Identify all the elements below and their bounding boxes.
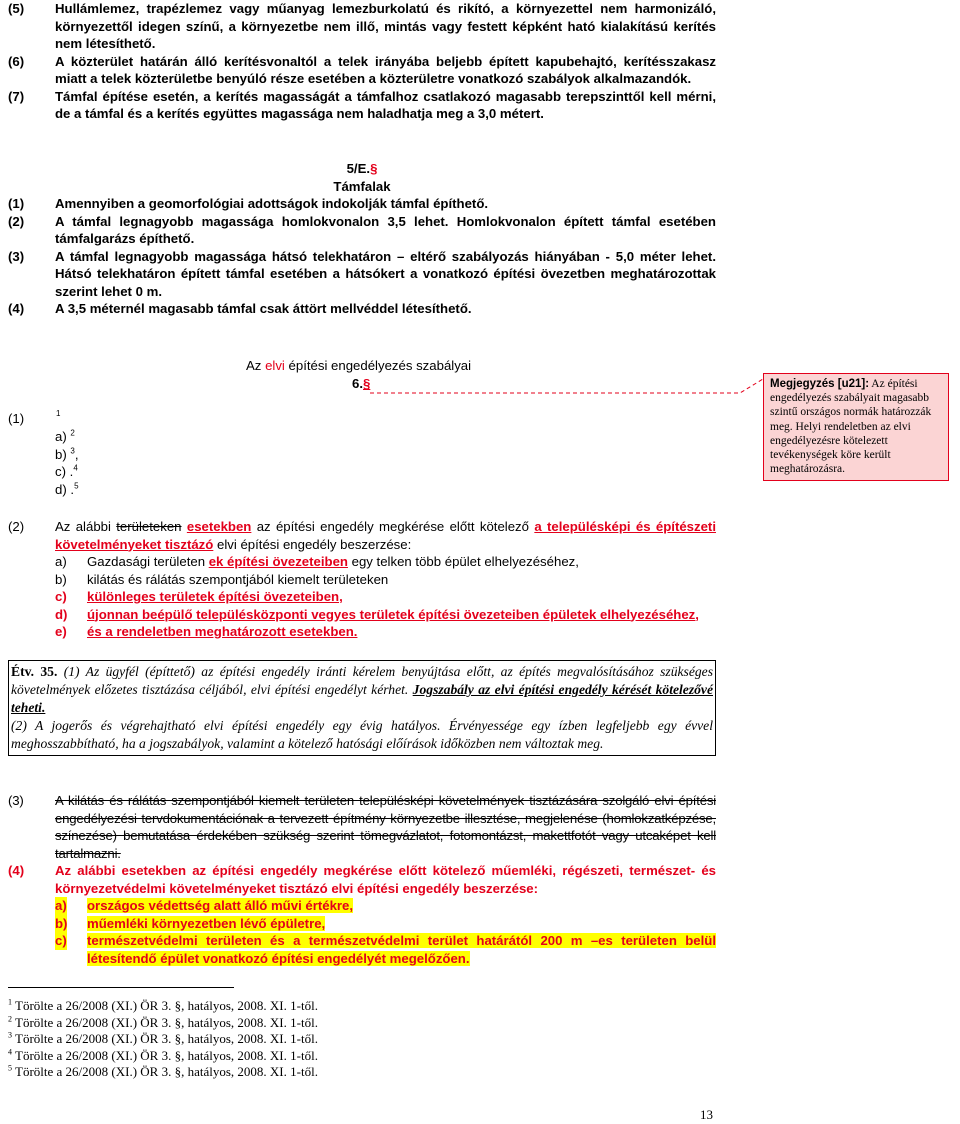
elvi-section-number: 6.§ <box>352 376 371 391</box>
item-text: egy telken több épület elhelyezéséhez, <box>347 554 579 569</box>
item-letter: c) <box>55 464 66 479</box>
footnote-ref[interactable]: 4 <box>73 463 78 473</box>
elvi-title: Az elvi építési engedélyezés szabályai <box>246 358 472 373</box>
item-letter: a) <box>55 898 67 913</box>
section-title: Támfalak <box>333 178 391 194</box>
item-letter: b) <box>55 571 67 587</box>
paragraph-number: (6) <box>8 53 25 69</box>
footnote <box>8 1015 318 1032</box>
deleted-item <box>55 446 175 464</box>
item-dot: . <box>69 464 74 479</box>
footnote-number: 1 <box>8 997 12 1007</box>
paragraph-6 <box>8 53 716 88</box>
footnote-text: Törölte a 26/2008 (XI.) ÖR 3. §, hatályos, 2008. XI. 1-től. <box>12 1031 318 1046</box>
deleted-text: A kilátás és rálátás szempontjából kiemelt területen településképi követelmények tisztázására szolgáló elvi építési engedélyezési tervdokumentációnak a tervezett építmény környezetbe illesztése, megjelenése (homlokzatképzése, színezése) bemutatása érdekében szükség szerint tömegvázlatot, fotomontázst, makettfotót vagy utcaképet kell tartalmazni. <box>55 793 716 861</box>
footnote-text: Törölte a 26/2008 (XI.) ÖR 3. §, hatályos, 2008. XI. 1-től. <box>12 1064 318 1079</box>
deleted-item <box>55 463 175 481</box>
comment-text: Az építési engedélyezés szabályait magasabb szintű országos normák határozzák meg. Helyi rendeletben az elvi engedélyezésre kötelezett tevékenységek köre került meghatározásra. <box>770 378 932 476</box>
footnote-ref[interactable]: 3 <box>70 446 75 456</box>
item-text: természetvédelmi területen és a természetvédelmi terület határától 200 m –es területen belül létesítendő épület vonatkozó építési engedélyét megelőzően. <box>87 933 716 966</box>
item-text: műemléki környezetben lévő épületre, <box>87 915 326 931</box>
deleted-text: területeken <box>116 519 182 534</box>
item-text: országos védettség alatt álló művi értékre, <box>87 898 354 913</box>
paragraph-text: A közterület határán álló kerítésvonaltól a telek irányába beljebb épített kapubehajtó, kerítésszakasz miatt a telek közterületbe benyúló része esetében a közterületre vonatkozó szabályok alkalmazandók. <box>55 53 716 86</box>
item-letter: e) <box>55 624 67 639</box>
footnote-number: 4 <box>8 1047 12 1057</box>
deleted-item <box>55 481 175 499</box>
tamfal-list <box>8 195 716 318</box>
section-number: 5/E.§ <box>346 161 378 176</box>
item-text: Gazdasági területen <box>87 554 209 569</box>
tamfal-item <box>8 300 716 318</box>
deleted-item <box>55 428 175 446</box>
page-number: 13 <box>700 1107 713 1122</box>
list-item <box>55 606 716 624</box>
law-emphasis: Jogszabály az elvi építési engedély kérését kötelezővé teheti. <box>11 682 713 715</box>
list-item <box>55 571 716 589</box>
list-item <box>55 588 716 606</box>
elvi-paragraph-2: (2) Az alábbi területeken esetekben az építési engedély megkérése előtt kötelező a településképi és építészeti követelményeket tisztázó elvi építési engedély beszerzése: a) Gazdasági területen ek építési övezeteiben egy telken több épület elhelyezéséhez, b) kilátás és rálátás szempontjából kiemelt területeken c) különleges területek építési övezeteiben, d) újonnan beépülő településközponti vegyes területek építési övezeteiben épületek elhelyezéséhez, e) és a rendeletben meghatározott esetekben. <box>8 519 716 639</box>
footnote <box>8 1031 318 1048</box>
footnote-ref[interactable]: 2 <box>70 428 75 438</box>
footnote <box>8 1048 318 1065</box>
elvi-paragraph-1: (1) 1 a) $^2$ b) $^3$, c) .$^4$ d) .$^5$ <box>8 410 208 428</box>
paragraph-number: (3) <box>8 793 24 808</box>
footnote-number: 5 <box>8 1063 12 1073</box>
footnotes <box>8 998 318 1081</box>
list-item <box>55 932 716 967</box>
footnote-text: Törölte a 26/2008 (XI.) ÖR 3. §, hatályos, 2008. XI. 1-től. <box>12 1014 318 1030</box>
tamfal-item <box>8 195 716 213</box>
paragraph-number: (2) <box>8 519 25 534</box>
tamfal-item <box>8 213 716 248</box>
item-dot: . <box>70 481 75 497</box>
inserted-text: különleges területek építési övezeteiben, <box>87 589 343 604</box>
inserted-text: és a rendeletben meghatározott esetekben. <box>87 624 358 639</box>
item-text: kilátás és rálátás szempontjából kiemelt területeken <box>87 571 389 587</box>
list-item <box>55 623 716 641</box>
law-reference: Étv. 35. <box>11 664 58 679</box>
footnote-number: 3 <box>8 1030 12 1040</box>
footnote-separator <box>8 987 234 988</box>
inserted-text: a településképi és építészeti követelményeket tisztázó <box>55 519 716 552</box>
item-letter: d) <box>55 481 67 497</box>
paragraph-number: (5) <box>8 1 25 16</box>
comment-connector <box>370 376 764 396</box>
item-letter: c) <box>55 589 67 604</box>
footnote-ref[interactable]: 5 <box>74 481 79 491</box>
p4-list <box>8 897 716 967</box>
tamfal-item <box>8 248 716 301</box>
paragraph-number: (7) <box>8 88 25 104</box>
list-item <box>55 915 716 933</box>
paragraph-number: (2) <box>8 213 25 229</box>
paragraph-text: Támfal építése esetén, a kerítés magasságát a támfalhoz csatlakozó magasabb terepszinttől kell mérni, de a támfal és a kerítés együttes magassága nem haladhatja meg a 3,0 métert. <box>55 88 716 121</box>
law-quote-box: Étv. 35. (1) Az ügyfél (építtető) az építési engedély iránti kérelem benyújtása előtt, az építés megvalósításához szükséges követelmények előzetes tisztázása céljából, elvi építési engedélyt kérhet. Jogszabály az elvi építési engedély kérését kötelezővé teheti. (2) A jogerős és végrehajtható elvi építési engedély egy évig hatályos. Érvényessége egy ízben legfeljebb egy évvel meghosszabbítható, ha a jogszabályok, valamint a kötelező hatósági előírások időközben nem változtak meg. <box>8 660 716 756</box>
comment-balloon[interactable] <box>763 373 949 481</box>
footnote-text: Törölte a 26/2008 (XI.) ÖR 3. §, hatályos, 2008. XI. 1-től. <box>12 1047 318 1063</box>
inserted-text: esetekben <box>186 519 252 534</box>
elvi-paragraph-3 <box>8 792 716 862</box>
paragraph-7 <box>8 88 716 123</box>
item-comma: , <box>74 446 79 462</box>
inserted-text: újonnan beépülő településközponti vegyes területek építési övezeteiben épületek elhelyezéséhez, <box>87 606 699 622</box>
elvi-paragraph-4 <box>8 862 716 967</box>
inserted-text: ek építési övezeteiben <box>208 554 348 569</box>
paragraph-text: Hullámlemez, trapézlemez vagy műanyag lemezburkolatú és rikító, a környezettel nem harmonizáló, környezettől idegen színű, a környezetbe nem illő, mintás vagy festett képként ható kialakítású kerítés nem létesíthető. <box>55 1 716 51</box>
fence-paragraphs <box>8 0 716 123</box>
item-letter: c) <box>55 933 67 948</box>
paragraph-text: Az alábbi esetekben az építési engedély megkérése előtt kötelező műemléki, régészeti, természet- és környezetvédelmi követelményeket tisztázó elvi építési engedély beszerzése: <box>55 863 716 896</box>
comment-label: Megjegyzés [u21]: <box>770 378 870 390</box>
item-letter: a) <box>55 429 67 444</box>
item-letter: d) <box>55 606 68 622</box>
footnote-number: 2 <box>8 1014 12 1024</box>
paragraph-text: A 3,5 méternél magasabb támfal csak áttört mellvéddel létesíthető. <box>55 301 472 316</box>
tamfal-section <box>8 160 716 318</box>
item-letter: b) <box>55 446 67 462</box>
list-item <box>55 897 716 915</box>
footnote <box>8 1064 318 1081</box>
list-item <box>55 553 716 571</box>
paragraph-number: (1) <box>8 196 25 211</box>
footnote <box>8 998 318 1015</box>
item-letter: b) <box>55 915 68 931</box>
deleted-items <box>55 428 175 498</box>
paragraph-5 <box>8 0 716 53</box>
paragraph-text: A támfal legnagyobb magassága homlokvonalon 3,5 lehet. Homlokvonalon épített támfal esetében támfalgarázs építhető. <box>55 213 716 246</box>
p2-list <box>8 553 716 641</box>
item-letter: a) <box>55 554 67 569</box>
paragraph-number: (3) <box>8 248 25 264</box>
elvi-header <box>246 357 486 391</box>
paragraph-text: A támfal legnagyobb magassága hátsó telekhatáron – eltérő szabályozás hiányában - 5,0 méter lehet. Hátsó telekhatáron épített támfal esetében a hátsókert a vonatkozó építési övezetben meghatározottak szerint lehet 0 m. <box>55 248 716 299</box>
paragraph-number: (4) <box>8 301 25 316</box>
paragraph-number: (4) <box>8 863 25 878</box>
footnote-text: Törölte a 26/2008 (XI.) ÖR 3. §, hatályos, 2008. XI. 1-től. <box>12 998 318 1013</box>
paragraph-text: Amennyiben a geomorfológiai adottságok indokolják támfal építhető. <box>55 196 489 211</box>
